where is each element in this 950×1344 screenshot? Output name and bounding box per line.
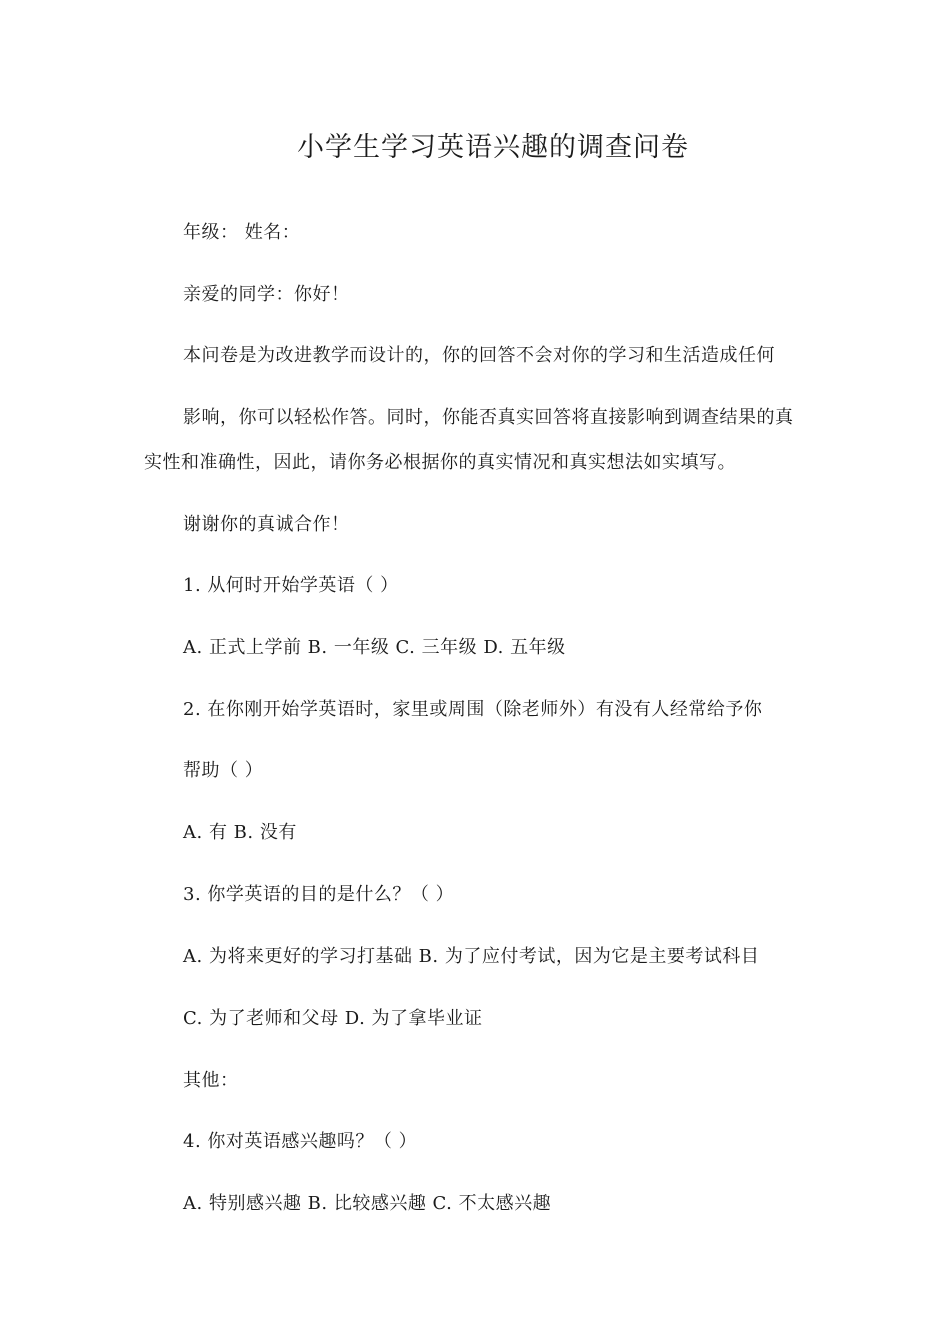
question-1: 1. 从何时开始学英语（ ） [183,575,399,596]
question-3-options-line-1: A. 为将来更好的学习打基础 B. 为了应付考试，因为它是主要考试科目 [183,946,760,967]
intro-line-3: 实性和准确性，因此，请你务必根据你的真实情况和真实想法如实填写。 [144,452,736,473]
question-4: 4. 你对英语感兴趣吗？（ ） [183,1131,418,1152]
question-3: 3. 你学英语的目的是什么？（ ） [183,884,455,905]
question-4-options: A. 特别感兴趣 B. 比较感兴趣 C. 不太感兴趣 [183,1193,552,1214]
intro-line-2: 影响，你可以轻松作答。同时，你能否真实回答将直接影响到调查结果的真 [183,407,794,428]
intro-line-1: 本问卷是为改进教学而设计的，你的回答不会对你的学习和生活造成任何 [183,345,775,366]
header-fields: 年级： 姓名： [183,222,301,243]
question-2-options: A. 有 B. 没有 [183,822,297,843]
question-2-line-1: 2. 在你刚开始学英语时，家里或周围（除老师外）有没有人经常给予你 [183,699,763,720]
question-2-line-2: 帮助（ ） [183,760,264,781]
question-1-options: A. 正式上学前 B. 一年级 C. 三年级 D. 五年级 [183,637,566,658]
document-title: 小学生学习英语兴趣的调查问卷 [297,132,689,163]
question-3-options-line-2: C. 为了老师和父母 D. 为了拿毕业证 [183,1008,483,1029]
thanks-text: 谢谢你的真诚合作！ [183,514,350,535]
question-3-other: 其他： [183,1070,239,1091]
greeting: 亲爱的同学：你好！ [183,284,350,305]
